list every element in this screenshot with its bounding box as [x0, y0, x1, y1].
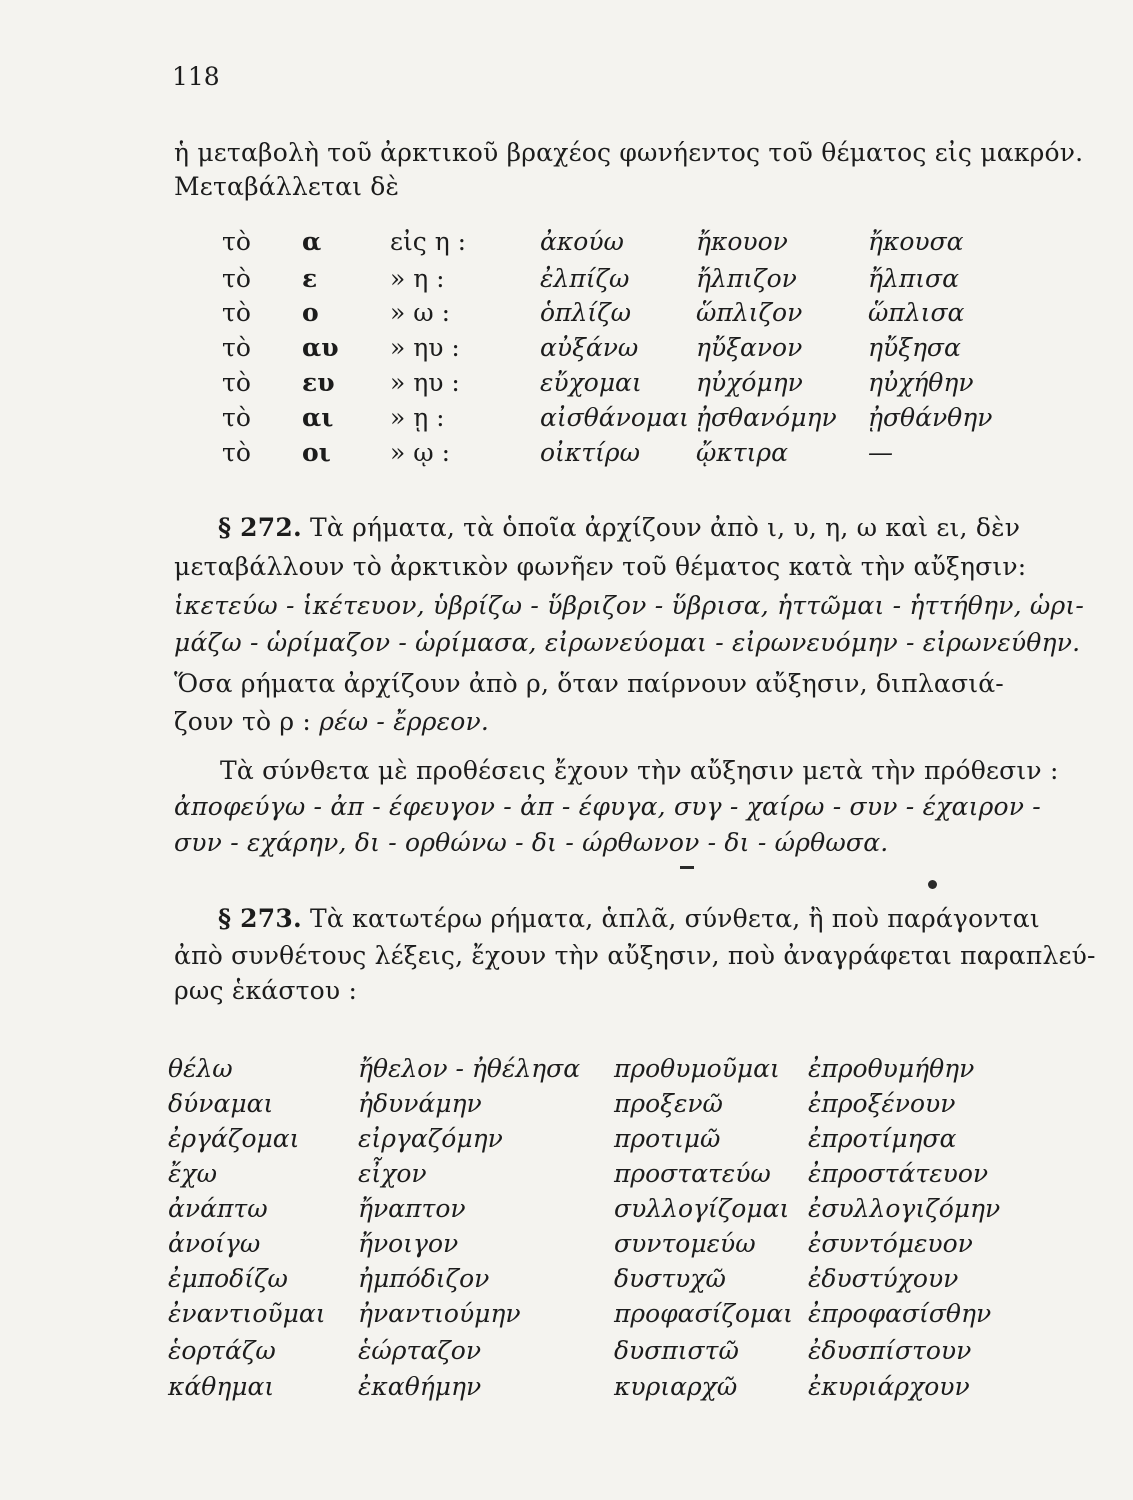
table-row-aorist: ηὔξησα	[868, 333, 961, 362]
table-row-change: » η :	[390, 264, 445, 293]
list-item: ἀνοίγω	[168, 1229, 261, 1258]
intro-line-1: ἡ μεταβολὴ τοῦ ἀρκτικοῦ βραχέος φωνήεντος τοῦ θέματος εἰς μακρόν.	[174, 138, 1084, 167]
list-item: εἰργαζόμην	[358, 1124, 503, 1153]
table-row-present: αἰσθάνομαι	[540, 403, 689, 432]
list-item: ἐκαθήμην	[358, 1372, 482, 1401]
table-row-article: τὸ	[222, 368, 251, 397]
page-number: 118	[172, 62, 220, 91]
table-row-present: αὐξάνω	[540, 333, 639, 362]
list-item: δυστυχῶ	[614, 1264, 726, 1293]
table-row-present: ὁπλίζω	[540, 298, 632, 327]
table-row-change: » ηυ :	[390, 368, 460, 397]
table-row-article: τὸ	[222, 403, 251, 432]
list-item: ἠναντιούμην	[358, 1299, 521, 1328]
list-item: ἤνοιγον	[358, 1229, 459, 1258]
example-text: ἀποφεύγω - ἀπ - έφευγον - ἀπ - έφυγα, συγ - χαίρω - συν - έχαιρον -	[174, 792, 1041, 821]
list-item: θέλω	[168, 1054, 233, 1083]
table-row-change: » ω :	[390, 298, 450, 327]
table-row-letter: ευ	[302, 368, 335, 397]
list-item: ἤθελον - ἠθέλησα	[358, 1054, 581, 1083]
example-text: ρέω - ἔρρεον.	[319, 707, 490, 736]
list-item: ἐσυλλογιζόμην	[808, 1194, 1001, 1223]
list-item: ἔχω	[168, 1159, 217, 1188]
table-row-change: » ηυ :	[390, 333, 460, 362]
list-item: ἑορτάζω	[168, 1336, 276, 1365]
table-row-change: εἰς η :	[390, 227, 467, 256]
list-item: προτιμῶ	[614, 1124, 721, 1153]
table-row-change: » ῳ :	[390, 438, 450, 467]
list-item: συντομεύω	[614, 1229, 756, 1258]
example-text: συν - εχάρην, δι - ορθώνω - δι - ώρθωνον - δι - ώρθωσα.	[174, 828, 889, 857]
table-row-imperfect: ἤκουον	[696, 227, 788, 256]
table-row-aorist: ᾐσθάνθην	[868, 403, 993, 432]
section-number: § 273.	[218, 904, 302, 933]
table-row-imperfect: ὥπλιζον	[696, 298, 803, 327]
separator-dash	[680, 866, 694, 869]
table-row-aorist: ἤλπισα	[868, 264, 960, 293]
table-row-imperfect: ἤλπιζον	[696, 264, 797, 293]
table-row-letter: ο	[302, 298, 319, 327]
table-row-letter: αι	[302, 403, 334, 432]
list-item: δύναμαι	[168, 1089, 274, 1118]
list-item: ἤναπτον	[358, 1194, 466, 1223]
table-row-aorist: ἤκουσα	[868, 227, 964, 256]
table-row-article: τὸ	[222, 227, 251, 256]
list-item: εἶχον	[358, 1159, 427, 1188]
table-row-aorist: —	[868, 438, 893, 467]
table-row-present: οἰκτίρω	[540, 438, 640, 467]
ink-dot	[928, 880, 937, 889]
list-item: ἐδυστύχουν	[808, 1264, 959, 1293]
list-item: προφασίζομαι	[614, 1299, 793, 1328]
list-item: κάθημαι	[168, 1372, 275, 1401]
paragraph-text: Τὰ σύνθετα μὲ προθέσεις ἔχουν τὴν αὔξησιν μετὰ τὴν πρόθεσιν :	[220, 756, 1059, 785]
list-item: κυριαρχῶ	[614, 1372, 738, 1401]
list-item: ἀνάπτω	[168, 1194, 268, 1223]
table-row-aorist: ηὐχήθην	[868, 368, 974, 397]
table-row-present: ἀκούω	[540, 227, 624, 256]
list-item: δυσπιστῶ	[614, 1336, 739, 1365]
list-item: ἠδυνάμην	[358, 1089, 482, 1118]
example-text: μάζω - ὡρίμαζον - ὡρίμασα, εἰρωνεύομαι - εἰρωνευόμην - εἰρωνεύθην.	[174, 628, 1081, 657]
list-item: ἑώρταζον	[358, 1336, 482, 1365]
paragraph-text: ἀπὸ συνθέτους λέξεις, ἔχουν τὴν αὔξησιν, ποὺ ἀναγράφεται παραπλεύ-	[174, 941, 1096, 970]
table-row-present: εὔχομαι	[540, 368, 642, 397]
list-item: ἐπροτίμησα	[808, 1124, 957, 1153]
paragraph-text: Τὰ ρήματα, τὰ ὁποῖα ἀρχίζουν ἀπὸ ι, υ, η, ω καὶ ει, δὲν	[310, 513, 1021, 542]
table-row-letter: οι	[302, 438, 331, 467]
table-row-imperfect: ηὐχόμην	[696, 368, 803, 397]
table-row-present: ἐλπίζω	[540, 264, 630, 293]
table-row-article: τὸ	[222, 333, 251, 362]
paragraph-text: μεταβάλλουν τὸ ἀρκτικὸν φωνῆεν τοῦ θέματος κατὰ τὴν αὔξησιν:	[174, 552, 1027, 581]
paragraph-text: Τὰ κατωτέρω ρήματα, ἁπλᾶ, σύνθετα, ἢ ποὺ παράγονται	[310, 904, 1040, 933]
section-number: § 272.	[218, 513, 302, 542]
list-item: ἐπροστάτευον	[808, 1159, 989, 1188]
paragraph-text: ζουν τὸ ρ :	[174, 707, 320, 736]
table-row-imperfect: ᾤκτιρα	[696, 438, 788, 467]
list-item: ἐπροξένουν	[808, 1089, 956, 1118]
table-row-imperfect: ηὔξανον	[696, 333, 803, 362]
table-row-article: τὸ	[222, 264, 251, 293]
list-item: προστατεύω	[614, 1159, 771, 1188]
table-row-letter: ε	[302, 264, 318, 293]
list-item: προξενῶ	[614, 1089, 723, 1118]
table-row-article: τὸ	[222, 298, 251, 327]
table-row-aorist: ὥπλισα	[868, 298, 965, 327]
intro-line-2: Μεταβάλλεται δὲ	[174, 172, 400, 201]
table-row-change: » ῃ :	[390, 403, 445, 432]
paragraph-text: ρως ἑκάστου :	[174, 976, 358, 1005]
example-text: ἱκετεύω - ἱκέτευον, ὑβρίζω - ὕβριζον - ὕβρισα, ἡττῶμαι - ἡττήθην, ὡρι-	[174, 591, 1085, 620]
list-item: ἐσυντόμευον	[808, 1229, 973, 1258]
list-item: συλλογίζομαι	[614, 1194, 790, 1223]
list-item: ἐμποδίζω	[168, 1264, 288, 1293]
list-item: ἐπροφασίσθην	[808, 1299, 992, 1328]
table-row-letter: α	[302, 227, 322, 256]
table-row-article: τὸ	[222, 438, 251, 467]
list-item: ἐκυριάρχουν	[808, 1372, 970, 1401]
list-item: ἠμπόδιζον	[358, 1264, 490, 1293]
list-item: ἐπροθυμήθην	[808, 1054, 975, 1083]
table-row-letter: αυ	[302, 333, 339, 362]
list-item: ἐναντιοῦμαι	[168, 1299, 326, 1328]
list-item: ἐργάζομαι	[168, 1124, 300, 1153]
list-item: προθυμοῦμαι	[614, 1054, 780, 1083]
table-row-imperfect: ᾐσθανόμην	[696, 403, 837, 432]
paragraph-text: Ὅσα ρήματα ἀρχίζουν ἀπὸ ρ, ὅταν παίρνουν αὔξησιν, διπλασιά-	[174, 669, 1004, 698]
list-item: ἐδυσπίστουν	[808, 1336, 972, 1365]
